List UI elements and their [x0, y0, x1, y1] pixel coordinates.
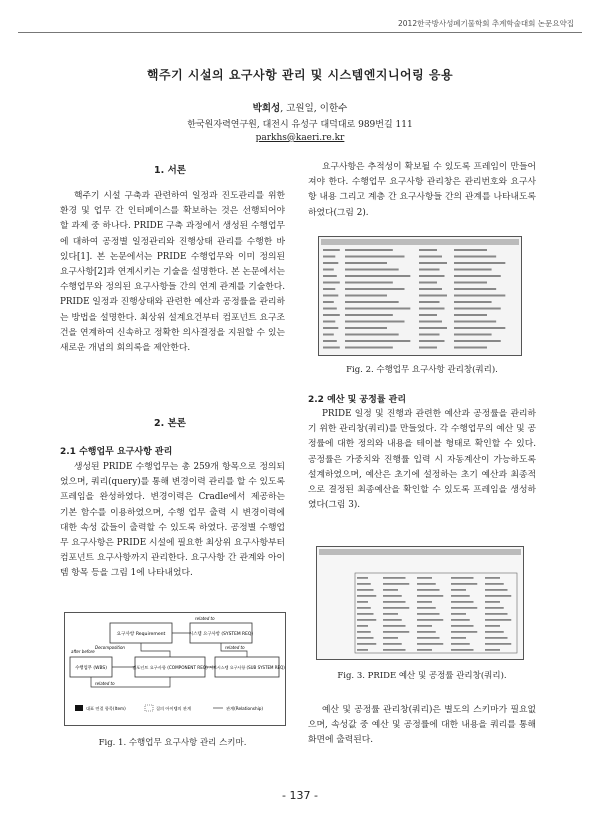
- screenshot-texture-line: [345, 249, 393, 251]
- screenshot-texture-line: [419, 321, 442, 323]
- figure-1-schema: [64, 612, 286, 726]
- screenshot-texture-line: [485, 619, 511, 621]
- figure-3-screenshot: [316, 546, 524, 660]
- screenshot-texture-line: [454, 327, 505, 329]
- screenshot-texture-line: [419, 314, 437, 316]
- figure-3-caption: Fig. 3. PRIDE 예산 및 공정률 관리창(쿼리).: [337, 671, 507, 681]
- legend-item-swatch: [75, 705, 83, 711]
- screenshot-texture-line: [357, 637, 374, 639]
- label-decomposition: Decomposition: [95, 645, 125, 650]
- paper-authors: [0, 100, 600, 114]
- screenshot-texture-line: [419, 334, 440, 336]
- screenshot-texture-line: [357, 631, 371, 633]
- screenshot-texture-line: [323, 275, 337, 277]
- screenshot-texture-line: [383, 619, 402, 621]
- screenshot-texture-line: [383, 625, 406, 627]
- screenshot-texture-line: [323, 256, 335, 258]
- screenshot-texture-line: [419, 249, 437, 251]
- screenshot-texture-line: [417, 643, 443, 645]
- screenshot-texture-line: [454, 269, 492, 271]
- affiliation: 한국원자력연구원, 대전시 유성구 대덕대로 989번길 111: [187, 120, 413, 130]
- screenshot-texture-line: [485, 625, 500, 627]
- screenshot-texture-line: [383, 613, 398, 615]
- header-rule: [18, 32, 582, 33]
- screenshot-texture-line: [485, 649, 500, 651]
- running-head: 2012한국방사성폐기물학회 추계학술대회 논문요약집: [398, 19, 574, 28]
- screenshot-texture-line: [417, 637, 440, 639]
- screenshot-texture-line: [485, 613, 508, 615]
- screenshot-texture-line: [451, 607, 477, 609]
- node-subsystem-req-label: 서브시스템 요구사항 (SUB SYSTEM REQ): [209, 665, 285, 670]
- node-component-req-label: 컴포넌트 요구사항 (COMPONENT REQ): [132, 665, 208, 670]
- screenshot-texture-line: [485, 643, 511, 645]
- screenshot-texture-line: [485, 637, 508, 639]
- page-number: - 137 -: [282, 789, 318, 802]
- screenshot-texture-line: [383, 649, 406, 651]
- screenshot-texture-line: [345, 282, 393, 284]
- screenshot-texture-line: [345, 321, 405, 323]
- screenshot-texture-line: [419, 275, 445, 277]
- screenshot-texture-line: [485, 631, 504, 633]
- screenshot-texture-line: [345, 256, 405, 258]
- screenshot-texture-line: [345, 275, 410, 277]
- screenshot-texture-line: [357, 613, 374, 615]
- screenshot-texture-line: [454, 321, 496, 323]
- screenshot-texture-line: [419, 282, 437, 284]
- screenshot-texture-line: [357, 619, 376, 621]
- intro-paragraph: 핵주기 시설 구축과 관련하여 일정과 진도관리를 위한 환경 및 업무 간 인터페이스를 확보하는 것은 선행되어야 할 과제 중 하나다. PRIDE 구축 과정에서 생성된 수행업무에 대하여 공정별 일정관리와 진행상태 관리를 수행한 바 있다[1]. 본 논문에서는 PRIDE 수행업무와 이미 정의된 요구사항[2]과 연계시키는 기술을 설명한다. 본 논문에서는 수행업무와 정의된 요구사항들 간의 연계 관계를 기술한다. PRIDE 일정과 진행상태와 관련한 예산과 공정률을 관리하는 방법을 설명한다. 최상위 설계요건부터 컴포넌트 요구조건을 연계하여 신속하고 정확한 의사결정을 지원할 수 있는 새로운 개념의 회의록을 제안한다.: [60, 191, 285, 354]
- legend-item-label: 대표 연결 항목(Item): [86, 706, 126, 711]
- screenshot-texture-line: [323, 282, 340, 284]
- figure-1-diagram: [65, 613, 285, 725]
- figure-1-caption: Fig. 1. 수행업무 요구사항 관리 스키마.: [98, 738, 247, 748]
- figure-2-caption: Fig. 2. 수행업무 요구사항 관리창(쿼리).: [346, 365, 498, 375]
- screenshot-texture-line: [454, 288, 496, 290]
- label-related-to-1: related to: [195, 616, 215, 621]
- screenshot-texture-line: [451, 577, 474, 579]
- screenshot-texture-line: [454, 308, 501, 310]
- section-intro-heading: 1. 서론: [154, 165, 186, 176]
- screenshot-texture-line: [451, 601, 474, 603]
- screenshot-texture-line: [383, 637, 398, 639]
- screenshot-texture-line: [417, 613, 440, 615]
- legend-query-swatch: [145, 705, 153, 711]
- screenshot-texture-line: [345, 314, 393, 316]
- label-related-to-2: related to: [225, 645, 245, 650]
- screenshot-texture-line: [485, 577, 500, 579]
- screenshot-texture-line: [419, 347, 437, 349]
- screenshot-texture-line: [451, 637, 466, 639]
- screenshot-texture-line: [454, 262, 505, 264]
- screenshot-texture-line: [345, 301, 399, 303]
- screenshot-texture-line: [357, 589, 374, 591]
- screenshot-texture-line: [383, 607, 409, 609]
- screenshot-texture-line: [454, 295, 505, 297]
- figure-3-image: [317, 547, 523, 659]
- right-top-paragraph: 요구사항은 추적성이 확보될 수 있도록 프레임이 만들어져야 한다. 수행업무 요구사항 관리창은 관리번호와 요구사항 내용 그리고 계층 간 요구사항들 간의 관계를 나타내도록 하였다(그림 2).: [308, 162, 536, 218]
- label-related-to-3: related to: [95, 681, 115, 686]
- email-link[interactable]: parkhs@kaeri.re.kr: [255, 133, 345, 143]
- screenshot-texture-line: [485, 607, 504, 609]
- node-task-label: 수행업무 (WBS): [75, 666, 107, 671]
- screenshot-texture-line: [451, 619, 470, 621]
- screenshot-texture-line: [323, 334, 334, 336]
- screenshot-texture-line: [383, 577, 406, 579]
- screenshot-texture-line: [451, 649, 474, 651]
- screenshot-texture-line: [357, 643, 376, 645]
- screenshot-texture-line: [323, 340, 337, 342]
- screenshot-texture-line: [323, 347, 340, 349]
- screenshot-texture-line: [485, 583, 504, 585]
- screenshot-texture-line: [454, 301, 492, 303]
- screenshot-texture-line: [419, 269, 440, 271]
- screenshot-texture-line: [417, 619, 443, 621]
- screenshot-texture-line: [383, 589, 398, 591]
- screenshot-texture-line: [383, 595, 402, 597]
- screenshot-texture-line: [323, 269, 334, 271]
- screenshot-texture-line: [345, 334, 399, 336]
- screenshot-texture-line: [323, 262, 338, 264]
- screenshot-texture-line: [345, 269, 399, 271]
- screenshot-texture-line: [357, 577, 368, 579]
- screenshot-texture-line: [454, 249, 487, 251]
- legend-query-label: 질의 아이템의 관계: [156, 706, 192, 711]
- screenshot-texture-line: [417, 601, 432, 603]
- screenshot-texture-line: [323, 295, 338, 297]
- screenshot-texture-line: [345, 288, 405, 290]
- screenshot-texture-line: [417, 589, 440, 591]
- screenshot-texture-line: [357, 607, 371, 609]
- screenshot-texture-line: [323, 327, 338, 329]
- screenshot-texture-line: [485, 589, 508, 591]
- screenshot-texture-line: [357, 649, 368, 651]
- screenshot-texture-line: [345, 295, 387, 297]
- figure-2-image: [319, 237, 521, 355]
- screenshot-texture-line: [323, 321, 335, 323]
- screenshot-texture-line: [417, 649, 432, 651]
- subsection-2-1-heading: 2.1 수행업무 요구사항 관리: [60, 447, 173, 457]
- screenshot-texture-line: [454, 275, 501, 277]
- screenshot-texture-line: [383, 601, 406, 603]
- author-main: 박희성: [252, 103, 281, 114]
- screenshot-texture-line: [357, 583, 371, 585]
- screenshot-texture-line: [454, 347, 487, 349]
- node-requirement-label: 요구사항 Requirement: [116, 632, 166, 637]
- section-intro-body: [60, 189, 285, 356]
- subsection-2-1-paragraph: 생성된 PRIDE 수행업무는 총 259개 항목으로 정의되었으며, 쿼리(query)를 통해 변경이력 관리를 할 수 있도록 프레임을 완성하였다. 변경이력은 Cradle에서 제공하는 기본 함수를 이용하였으며, 수행 업무 출력 시 변경이력에 대한 속성 값들이 출력할 수 있도록 하였다. 공정별 수행업무 요구사항은 PRIDE 시설에 필요한 최상위 요구사항부터 컴포넌트 요구사항까지 관리한다. 요구사항 간 관계와 아이템 항목 등을 그림 1에 나타내었다.: [60, 462, 285, 579]
- screenshot-texture-line: [451, 643, 470, 645]
- section-body-heading: 2. 본론: [154, 418, 186, 429]
- right-top-body: [308, 160, 536, 221]
- screenshot-texture-line: [419, 308, 445, 310]
- screenshot-texture-line: [345, 347, 393, 349]
- screenshot-texture-line: [357, 601, 368, 603]
- screenshot-texture-line: [451, 589, 466, 591]
- screenshot-texture-line: [417, 607, 436, 609]
- screenshot-texture-line: [383, 583, 409, 585]
- paper-title: 핵주기 시설의 요구사항 관리 및 시스템엔지니어링 응용: [146, 68, 454, 82]
- screenshot-texture-line: [417, 631, 436, 633]
- closing-body: [308, 703, 536, 749]
- screenshot-texture-line: [454, 334, 492, 336]
- screenshot-texture-line: [451, 625, 474, 627]
- screenshot-texture-line: [357, 595, 376, 597]
- screenshot-texture-line: [323, 288, 335, 290]
- screenshot-texture-line: [419, 288, 442, 290]
- legend-relation-label: 관계(Relationship): [226, 706, 264, 711]
- subsection-2-2-heading: 2.2 예산 및 공정률 관리: [308, 395, 407, 405]
- screenshot-texture-line: [345, 340, 410, 342]
- screenshot-texture-line: [345, 262, 387, 264]
- screenshot-texture-line: [323, 249, 340, 251]
- subsection-2-2-paragraph: PRIDE 일정 및 진행과 관련한 예산과 공정률을 관리하기 위한 관리창(쿼리)를 만들었다. 각 수행업무의 예산 및 공정률에 대한 정의와 내용을 테이블 형태로 확인할 수 있다. 공정률은 가중치와 진행률 입력 시 자동계산이 가능하도록 설계하였으며, 예산은 초기에 설정하는 초기 예산과 최종적으로 결정된 최종예산을 확인할 수 있도록 프레임을 생성하였다(그림 3).: [308, 409, 536, 511]
- screenshot-texture-line: [419, 340, 445, 342]
- subsection-2-1-body: [60, 460, 285, 582]
- screenshot-texture-line: [345, 308, 410, 310]
- screenshot-texture-line: [454, 282, 487, 284]
- screenshot-texture-line: [419, 256, 442, 258]
- screenshot-texture-line: [419, 301, 440, 303]
- link-req-comp: [141, 643, 170, 657]
- screenshot-texture-line: [485, 595, 511, 597]
- screenshot-texture-line: [454, 340, 501, 342]
- screenshot-texture-line: [451, 583, 477, 585]
- screenshot-texture-line: [417, 595, 443, 597]
- screenshot-texture-line: [417, 583, 436, 585]
- label-after-before: after before: [71, 649, 95, 654]
- screenshot-texture-line: [454, 256, 496, 258]
- screenshot-texture-line: [357, 625, 368, 627]
- screenshot-texture-line: [451, 595, 470, 597]
- closing-paragraph: 예산 및 공정률 관리창(쿼리)은 별도의 스키마가 필요없으며, 속성값 중 예산 및 공정률에 대한 내용을 쿼리를 통해 화면에 출력된다.: [308, 705, 536, 746]
- authors-rest: , 고원일, 이한수: [280, 103, 348, 114]
- screenshot-texture-line: [383, 631, 409, 633]
- screenshot-texture-line: [323, 301, 334, 303]
- screenshot-texture-line: [454, 314, 487, 316]
- screenshot-texture-line: [419, 262, 447, 264]
- screenshot-texture-line: [383, 643, 402, 645]
- figure-2-screenshot: [318, 236, 522, 356]
- screenshot-texture-line: [417, 625, 432, 627]
- screenshot-texture-line: [417, 577, 432, 579]
- screenshot-texture-line: [485, 601, 500, 603]
- screenshot-texture-line: [451, 631, 477, 633]
- screenshot-texture-line: [419, 295, 447, 297]
- subsection-2-2-body: [308, 407, 536, 513]
- node-system-req-label: 시스템 요구사항 (SYSTEM REQ): [188, 632, 254, 637]
- screenshot-texture-line: [323, 314, 340, 316]
- screenshot-texture-line: [345, 327, 387, 329]
- screenshot-texture-line: [451, 613, 466, 615]
- screenshot-texture-line: [323, 308, 337, 310]
- screenshot-texture-line: [419, 327, 447, 329]
